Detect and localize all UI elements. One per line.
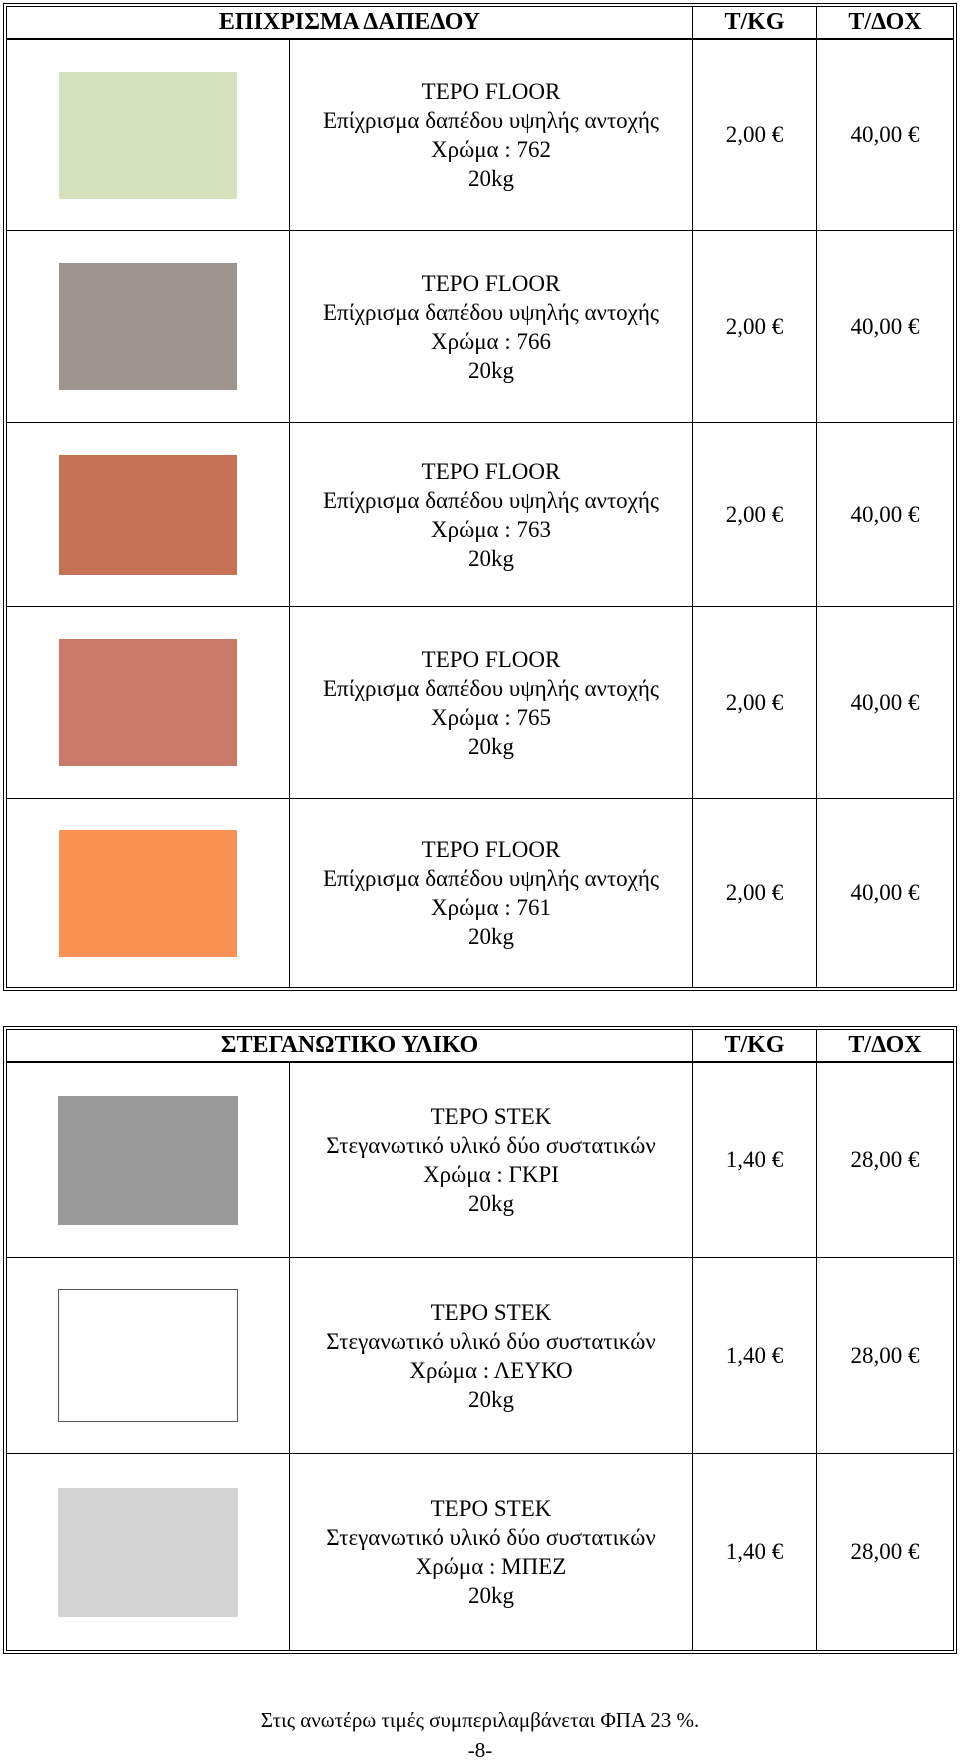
- floor-header-per-kg: Τ/KG: [693, 7, 817, 38]
- price-per-box: 28,00 €: [850, 1342, 920, 1368]
- price-per-box: 28,00 €: [850, 1147, 920, 1172]
- product-description: Στεγανωτικό υλικό δύο συστατικών: [326, 1328, 656, 1354]
- color-swatch: [59, 639, 237, 766]
- price-per-box: 40,00 €: [850, 313, 920, 339]
- table-row: [7, 423, 953, 607]
- table-row: [7, 799, 953, 987]
- vat-note: Στις ανωτέρω τιμές συμπεριλαμβάνεται ΦΠΑ 23 %.: [260, 1708, 700, 1732]
- table-row: [7, 1063, 953, 1258]
- product-weight: 20kg: [468, 1386, 514, 1412]
- product-weight: 20kg: [468, 357, 514, 383]
- product-color: Χρώμα : ΓΚΡΙ: [423, 1162, 559, 1187]
- page-number: -8-: [467, 1738, 493, 1762]
- waterproof-section-title: ΣΤΕΓΑΝΩΤΙΚΟ ΥΛΙΚΟ: [7, 1030, 693, 1061]
- product-description: Επίχρισμα δαπέδου υψηλής αντοχής: [322, 487, 660, 513]
- product-name: TEPO FLOOR: [421, 79, 561, 104]
- product-name: TEPO FLOOR: [421, 646, 561, 672]
- color-swatch: [58, 1289, 238, 1422]
- price-per-kg: 1,40 €: [693, 1063, 817, 1257]
- price-per-box: 40,00 €: [850, 880, 920, 905]
- floor-table-header: [7, 7, 953, 40]
- product-color: Χρώμα : 762: [431, 137, 551, 162]
- product-weight: 20kg: [468, 733, 514, 759]
- product-color: Χρώμα : ΜΠΕΖ: [415, 1554, 567, 1579]
- product-name: TEPO STEK: [430, 1496, 552, 1521]
- product-color: Χρώμα : 765: [431, 704, 551, 730]
- product-weight: 20kg: [468, 545, 514, 571]
- price-per-kg: 2,00 €: [693, 799, 817, 987]
- product-name: TEPO FLOOR: [421, 270, 561, 296]
- price-per-box: 40,00 €: [850, 122, 920, 147]
- product-description: Στεγανωτικό υλικό δύο συστατικών: [326, 1133, 656, 1158]
- price-per-kg: 2,00 €: [693, 423, 817, 606]
- color-swatch: [58, 1096, 238, 1225]
- price-per-kg: 2,00 €: [693, 231, 817, 422]
- product-description: Επίχρισμα δαπέδου υψηλής αντοχής: [322, 299, 660, 325]
- color-swatch: [59, 830, 237, 957]
- product-description: Επίχρισμα δαπέδου υψηλής αντοχής: [322, 675, 660, 701]
- floor-section-title: ΕΠΙΧΡΙΣΜΑ ΔΑΠΕΔΟΥ: [7, 7, 693, 38]
- product-description: Επίχρισμα δαπέδου υψηλής αντοχής: [322, 866, 660, 891]
- price-per-kg: 2,00 €: [693, 607, 817, 798]
- table-row: [7, 231, 953, 423]
- price-per-kg: 2,00 €: [693, 40, 817, 230]
- price-per-kg: 1,40 €: [693, 1258, 817, 1453]
- color-swatch: [58, 1488, 238, 1617]
- floor-header-per-box: Τ/ΔΟΧ: [848, 9, 922, 35]
- product-description: Επίχρισμα δαπέδου υψηλής αντοχής: [322, 108, 660, 133]
- color-swatch: [59, 455, 237, 575]
- price-per-box: 28,00 €: [850, 1539, 920, 1564]
- waterproofing-table: [3, 1026, 957, 1654]
- waterproof-header-per-kg: Τ/KG: [693, 1030, 817, 1061]
- product-color: Χρώμα : 761: [431, 895, 551, 920]
- waterproof-header-per-box: Τ/ΔΟΧ: [848, 1032, 922, 1058]
- product-weight: 20kg: [468, 924, 514, 949]
- color-swatch: [59, 72, 237, 199]
- product-weight: 20kg: [468, 166, 514, 191]
- table-row: [7, 40, 953, 231]
- product-weight: 20kg: [468, 1583, 514, 1608]
- table-row: [7, 1258, 953, 1454]
- price-per-box: 40,00 €: [850, 501, 920, 527]
- product-weight: 20kg: [468, 1191, 514, 1216]
- product-name: TEPO FLOOR: [421, 837, 561, 862]
- color-swatch: [59, 263, 237, 390]
- product-description: Στεγανωτικό υλικό δύο συστατικών: [326, 1525, 656, 1550]
- waterproof-table-header: [7, 1030, 953, 1063]
- product-name: TEPO FLOOR: [421, 458, 561, 484]
- product-color: Χρώμα : ΛΕΥΚΟ: [409, 1357, 573, 1383]
- table-row: [7, 1454, 953, 1650]
- price-per-box: 40,00 €: [850, 689, 920, 715]
- price-per-kg: 1,40 €: [693, 1454, 817, 1650]
- product-name: TEPO STEK: [430, 1299, 552, 1325]
- table-row: [7, 607, 953, 799]
- product-color: Χρώμα : 763: [431, 516, 551, 542]
- floor-coating-table: [3, 3, 957, 991]
- product-name: TEPO STEK: [430, 1104, 552, 1129]
- product-color: Χρώμα : 766: [431, 328, 551, 354]
